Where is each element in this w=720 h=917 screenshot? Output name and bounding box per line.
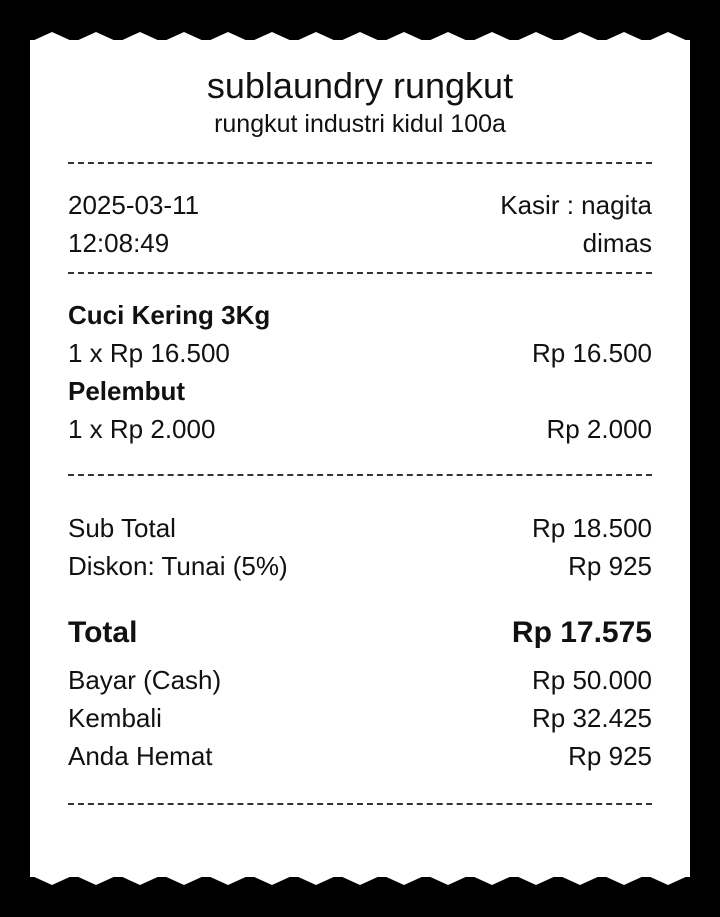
datetime [68, 186, 199, 262]
receipt-paper [30, 40, 690, 877]
subtotal-value: Rp 18.500 [532, 513, 652, 543]
store-name: sublaundry rungkut [206, 65, 514, 106]
receipt [30, 30, 690, 887]
item-amount: Rp 2.000 [546, 414, 652, 444]
receipt-bottom-edge [30, 875, 690, 887]
cashier [500, 186, 652, 262]
subtotal-label: Sub Total [68, 513, 176, 543]
divider [68, 474, 652, 476]
list-item [68, 296, 652, 372]
item-qty-price: 1 x Rp 2.000 [68, 414, 216, 444]
payment [68, 661, 652, 775]
divider [68, 162, 652, 164]
total-value: Rp 17.575 [511, 616, 652, 649]
change-value: Rp 32.425 [532, 703, 652, 733]
paid-value: Rp 50.000 [532, 665, 652, 695]
meta-block [68, 186, 652, 262]
item-line [68, 334, 652, 372]
cashier-name: dimas [582, 228, 652, 258]
discount-label: Diskon: Tunai (5%) [68, 551, 288, 581]
item-name: Pelembut [68, 376, 186, 406]
item-name: Cuci Kering 3Kg [68, 300, 271, 330]
change-row [68, 699, 652, 737]
divider [68, 272, 652, 274]
total-row [68, 611, 652, 655]
receipt-time: 12:08:49 [68, 228, 170, 258]
item-qty-price: 1 x Rp 16.500 [68, 338, 230, 368]
cashier-label: Kasir : nagita [500, 190, 652, 220]
list-item [68, 372, 652, 448]
paid-label: Bayar (Cash) [68, 665, 222, 695]
saved-label: Anda Hemat [68, 741, 213, 771]
discount-row [68, 547, 652, 585]
store-address: rungkut industri kidul 100a [214, 110, 506, 138]
subtotal-row [68, 509, 652, 547]
change-label: Kembali [68, 703, 162, 733]
saved-value: Rp 925 [568, 741, 652, 771]
summary [68, 509, 652, 585]
saved-row [68, 737, 652, 775]
item-line [68, 410, 652, 448]
item-amount: Rp 16.500 [532, 338, 652, 368]
receipt-content [68, 64, 652, 805]
total-label: Total [68, 616, 138, 649]
divider [68, 803, 652, 805]
discount-value: Rp 925 [568, 551, 652, 581]
receipt-date: 2025-03-11 [68, 190, 200, 220]
items-list [68, 296, 652, 448]
paid-row [68, 661, 652, 699]
